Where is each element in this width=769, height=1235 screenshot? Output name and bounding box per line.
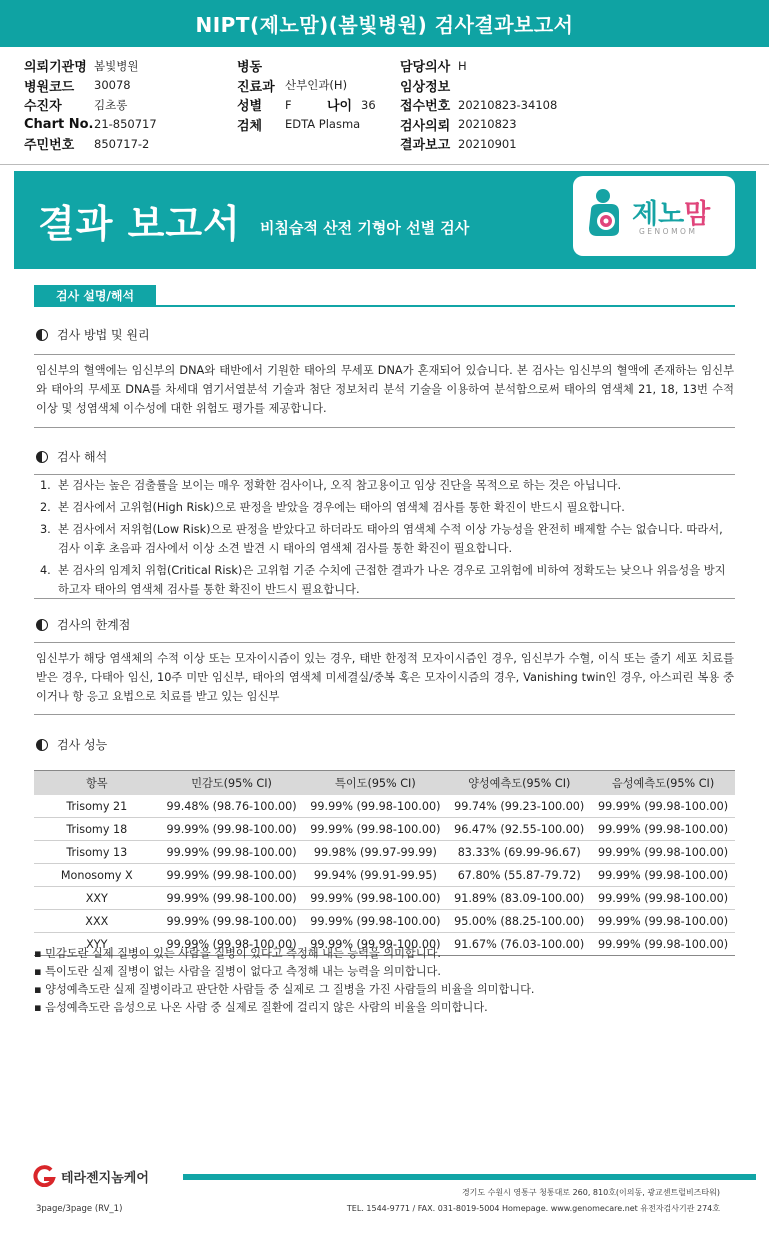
- info-col-2: [237, 56, 376, 134]
- limits-heading: 검사의 한계점: [36, 616, 130, 633]
- info-label: 진료과: [237, 79, 275, 95]
- info-label: 결과보고: [400, 138, 451, 154]
- info-value: 20210901: [458, 136, 517, 151]
- info-value: F: [285, 97, 292, 112]
- divider: [34, 354, 735, 355]
- divider: [34, 427, 735, 428]
- method-heading: 검사 방법 및 원리: [36, 326, 150, 343]
- table-row: XXY 99.99% (99.98-100.00) 99.99% (99.98-100.00) 91.89% (83.09-100.00) 99.99% (99.98-100.00): [34, 887, 735, 910]
- logo-text: 제노맘: [632, 199, 711, 230]
- list-item: 4. 본 검사의 임계치 위험(Critical Risk)은 고위험 기준 수치에 근접한 결과가 나온 경우로 고위험에 비하여 정확도는 낮으나 위음성을 방지하고자 태아의 염색체 검사를 통한 확진이 반드시 필요합니다.: [40, 564, 726, 596]
- info-value: 20210823: [458, 117, 517, 132]
- company-logo: 테라젠지놈케어: [31, 1165, 149, 1187]
- info-value: 산부인과(H): [285, 78, 348, 93]
- info-label: 병동: [237, 60, 263, 76]
- table-row: XXX 99.99% (99.98-100.00) 99.99% (99.98-100.00) 95.00% (88.25-100.00) 99.99% (99.98-100.00): [34, 910, 735, 933]
- footer-contact: TEL. 1544-9771 / FAX. 031-8019-5004 Homepage. www.genomecare.net 유전자검사기관 274호: [346, 1204, 720, 1213]
- divider: [34, 474, 735, 475]
- interpretation-list: [40, 476, 732, 602]
- info-value: 봄빛병원: [94, 58, 139, 73]
- info-label: 의뢰기관명: [24, 60, 87, 76]
- info-value: 30078: [94, 78, 131, 93]
- info-value: 850717-2: [94, 136, 150, 151]
- info-col-1: [24, 56, 157, 154]
- report-header: [0, 0, 769, 47]
- divider: [34, 714, 735, 715]
- table-row: Trisomy 18 99.99% (99.98-100.00) 99.99% (99.98-100.00) 96.47% (92.55-100.00) 99.99% (99.98-100.00): [34, 818, 735, 841]
- info-value: 20210823-34108: [458, 97, 558, 112]
- performance-heading: 검사 성능: [36, 736, 107, 753]
- info-value: 김초롱: [94, 97, 128, 112]
- list-item: 1. 본 검사는 높은 검출률을 보이는 매우 정확한 검사이나, 오직 참고용이고 임상 진단을 목적으로 하는 것은 아닙니다.: [40, 479, 622, 492]
- method-text: 임신부의 혈액에는 임신부의 DNA와 태반에서 기원한 태아의 무세포 DNA가 혼재되어 있습니다. 본 검사는 임신부의 혈액에 존재하는 임신부와 태아의 무세포 DNA를 차세대 염기서열분석 기술과 첨단 정보처리 분석 기술을 이용하여 분석함으로써 태아의 염색체 21, 18, 13번 수적 이상 및 성염색체 이수성에 대한 위험도 평가를 제공합니다.: [36, 364, 734, 415]
- info-value: 21-850717: [94, 117, 157, 132]
- info-divider: [0, 164, 769, 165]
- half-circle-icon: [36, 619, 48, 631]
- section-rule: [34, 305, 735, 307]
- info-label: 병원코드: [24, 79, 75, 95]
- list-item: 2. 본 검사에서 고위험(High Risk)으로 판정을 받았을 경우에는 태아의 염색체 검사를 통한 확진이 반드시 필요합니다.: [40, 501, 625, 514]
- age-label: 나이: [327, 99, 353, 115]
- list-item: 3. 본 검사에서 저위험(Low Risk)으로 판정을 받았다고 하더라도 태아의 염색체 수적 이상 가능성을 완전히 배제할 수는 없습니다. 따라서, 검사 이후 초음파 검사에서 이상 소견 발견 시 태아의 염색체 검사를 통한 확진이 필요합니다.: [40, 523, 723, 555]
- report-title: NIPT(제노맘)(봄빛병원) 검사결과보고서: [195, 13, 574, 37]
- performance-notes: [34, 945, 534, 1017]
- performance-table: [34, 770, 735, 956]
- half-circle-icon: [36, 329, 48, 341]
- info-label: 검체: [237, 118, 263, 134]
- table-header-row: [34, 771, 735, 796]
- info-label: 수진자: [24, 99, 62, 115]
- banner-subtitle: 비침습적 산전 기형아 선별 검사: [260, 219, 470, 237]
- limits-text: 임신부가 해당 염색체의 수적 이상 또는 모자이시즘이 있는 경우, 태반 한정적 모자이시즘인 경우, 임신부가 수혈, 이식 또는 줄기 세포 치료를 받은 경우, 다태아 임신, 10주 미만 임신부, 태아의 염색체 미세결실/중복 혹은 모자이시즘의 경우, Vanishing twin인 경우, 아스피린 복용 중이거나 항 응고 요법으로 치료를 받고 있는 임신부: [36, 652, 734, 703]
- theragen-g-icon: [31, 1165, 57, 1187]
- genomom-mother-icon: [585, 188, 627, 238]
- note-item: ▪ 민감도란 실제 질병이 있는 사람을 질병이 있다고 측정해 내는 능력을 의미합니다.: [34, 947, 441, 960]
- half-circle-icon: [36, 451, 48, 463]
- info-value: H: [458, 58, 467, 73]
- note-item: ▪ 특이도란 실제 질병이 없는 사람을 질병이 없다고 측정해 내는 능력을 의미합니다.: [34, 965, 441, 978]
- footer-address: 경기도 수원시 영통구 청통대로 260, 810호(이의동, 광교센트럴비즈타워): [461, 1188, 720, 1197]
- divider: [34, 642, 735, 643]
- divider: [34, 598, 735, 599]
- banner-title: 결과 보고서: [38, 202, 241, 246]
- info-col-3: [400, 56, 557, 154]
- table-row: Trisomy 21 99.48% (98.76-100.00) 99.99% (99.98-100.00) 99.74% (99.23-100.00) 99.99% (99.98-100.00): [34, 795, 735, 818]
- footer-bar: [183, 1174, 756, 1180]
- info-label: 접수번호: [400, 99, 451, 115]
- info-label: 임상정보: [400, 79, 451, 95]
- info-label: 성별: [237, 99, 263, 115]
- logo-subtext: GENOMOM: [639, 227, 698, 236]
- table-row: Monosomy X 99.99% (99.98-100.00) 99.94% (99.91-99.95) 67.80% (55.87-79.72) 99.99% (99.98-100.00): [34, 864, 735, 887]
- page-number: 3page/3page (RV_1): [36, 1204, 123, 1214]
- column-header: 양성예측도(95% CI): [447, 771, 591, 796]
- info-label: Chart No.: [24, 116, 94, 132]
- age-value: 36: [361, 97, 376, 112]
- info-label: 담당의사: [400, 60, 451, 76]
- info-label: 주민번호: [24, 138, 75, 154]
- column-header: 민감도(95% CI): [160, 771, 304, 796]
- table-row: XYY 99.99% (99.98-100.00) 99.99% (99.99-100.00) 91.67% (76.03-100.00) 99.99% (99.98-100.00): [34, 933, 735, 956]
- note-item: ▪ 음성예측도란 음성으로 나온 사람 중 실제로 질환에 걸리지 않은 사람의 비율을 의미합니다.: [34, 1001, 488, 1014]
- info-value: EDTA Plasma: [285, 117, 361, 132]
- info-label: 검사의뢰: [400, 118, 451, 134]
- section-tab: 검사 설명/해석: [34, 285, 156, 306]
- column-header: 음성예측도(95% CI): [591, 771, 735, 796]
- column-header: 특이도(95% CI): [303, 771, 447, 796]
- interpretation-heading: 검사 해석: [36, 448, 107, 465]
- column-header: 항목: [34, 771, 160, 796]
- table-row: Trisomy 13 99.99% (99.98-100.00) 99.98% (99.97-99.99) 83.33% (69.99-96.67) 99.99% (99.98-100.00): [34, 841, 735, 864]
- half-circle-icon: [36, 739, 48, 751]
- note-item: ▪ 양성예측도란 실제 질병이라고 판단한 사람들 중 실제로 그 질병을 가진 사람들의 비율을 의미합니다.: [34, 983, 535, 996]
